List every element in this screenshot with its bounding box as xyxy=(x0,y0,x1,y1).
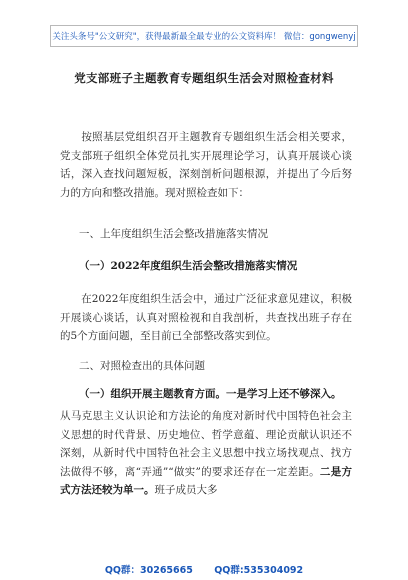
promo-banner-text: 关注头条号"公文研究"，获得最新最全最专业的公文资料库！ 微信：gongwenyj xyxy=(52,32,356,42)
footer-contacts xyxy=(0,562,408,576)
intro-text: 按照基层党组织召开主题教育专题组织生活会相关要求，党支部班子组织全体党员扎实开展理论学习，认真开展谈心谈话，深入查找问题短板，深刻剖析问题根源，并提出了今后努力的方向和整改措施。现对照检查如下： xyxy=(60,131,352,199)
section-2-text-b: 二是方式方法还较为单一。 xyxy=(60,465,352,496)
footer-qq-group-2: QQ群:535304092 xyxy=(214,565,304,576)
section-2-heading: 二、对照检查出的具体问题 xyxy=(79,360,205,372)
footer-qq-group-1: QQ群：30265665 xyxy=(104,565,193,576)
section-1-paragraph xyxy=(60,290,352,346)
section-1-heading: 一、上年度组织生活会整改措施落实情况 xyxy=(79,228,268,240)
document-title: 党支部班子主题教育专题组织生活会对照检查材料 xyxy=(74,71,334,85)
section-2-subheading: （一）组织开展主题教育方面。一是学习上还不够深入。 xyxy=(79,388,342,400)
section-2-text-c: 班子成员大多 xyxy=(154,484,218,496)
promo-banner xyxy=(50,25,358,47)
section-1-subheading: （一）2022年度组织生活会整改措施落实情况 xyxy=(79,260,298,272)
section-2-paragraph xyxy=(60,407,352,500)
intro-paragraph xyxy=(60,128,352,202)
section-2-text-a: 从马克思主义认识论和方法论的角度对新时代中国特色社会主义思想的时代背景、历史地位、哲学意蕴、理论贡献认识还不深刻，从新时代中国特色社会主义思想中找立场找观点、找方法做得不够，离“弄通”“做实”的要求还存在一定差距。 xyxy=(60,410,352,478)
section-1-text: 在2022年度组织生活会中，通过广泛征求意见建议，积极开展谈心谈话，认真对照检视和自我剖析，共查找出班子存在的5个方面问题，至目前已全部整改落实到位。 xyxy=(60,293,352,342)
